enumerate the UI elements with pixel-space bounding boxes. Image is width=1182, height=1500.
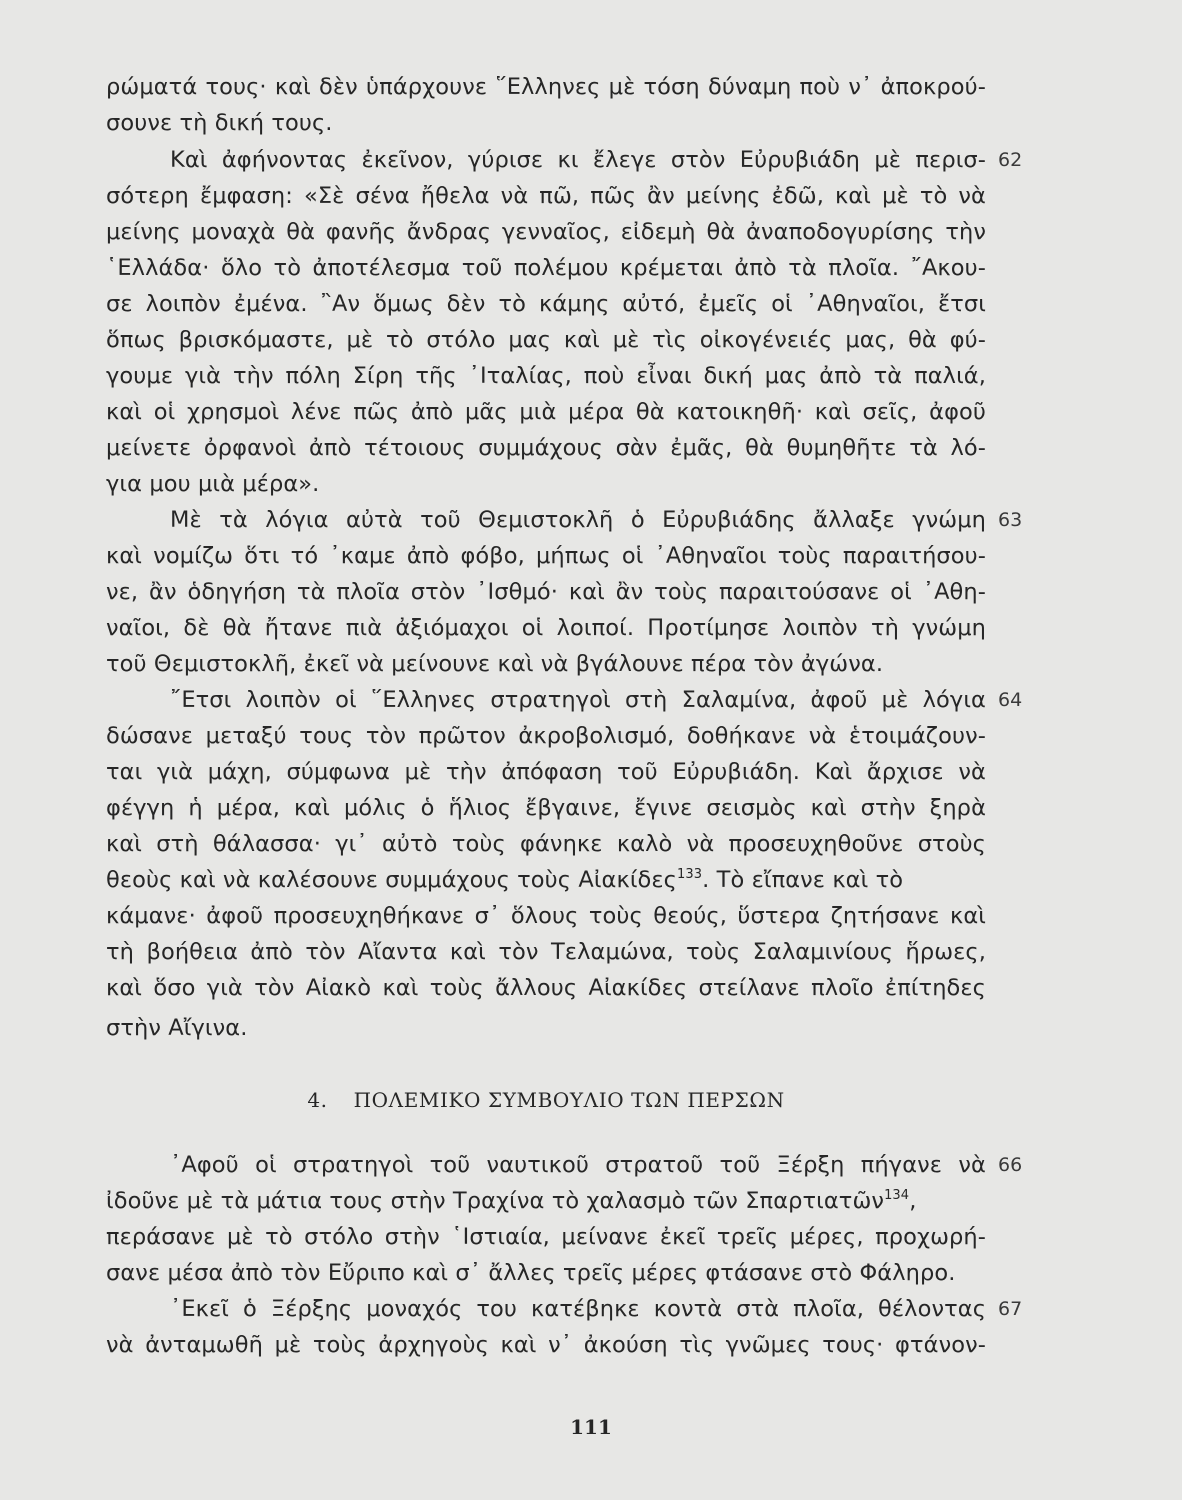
text-line: ῎Ετσι λοιπὸν οἱ ῞Ελληνες στρατηγοὶ στὴ Σαλαμίνα, ἀφοῦ μὲ λόγια bbox=[170, 687, 986, 713]
text-line: ναῖοι, δὲ θὰ ἤτανε πιὰ ἀξιόμαχοι οἱ λοιποί. Προτίμησε λοιπὸν τὴ γνώμη bbox=[106, 615, 986, 641]
margin-number: 63 bbox=[998, 509, 1023, 531]
text-line: νε, ἂν ὁδηγήση τὰ πλοῖα στὸν ᾽Ισθμό· καὶ ἂν τοὺς παραιτούσανε οἱ ᾽Αθη- bbox=[106, 579, 986, 605]
section-heading bbox=[106, 1083, 986, 1117]
text-line: καὶ ὅσο γιὰ τὸν Αἰακὸ καὶ τοὺς ἄλλους Αἰακίδες στείλανε πλοῖο ἐπίτηδες bbox=[106, 975, 986, 1001]
text-line: . Τὸ εἴπανε καὶ τὸ bbox=[702, 867, 904, 893]
text-line: καὶ οἱ χρησμοὶ λένε πῶς ἀπὸ μᾶς μιὰ μέρα θὰ κατοικηθῆ· καὶ σεῖς, ἀφοῦ bbox=[106, 399, 986, 425]
text-line: μείνετε ὀρφανοὶ ἀπὸ τέτοιους συμμάχους σὰν ἐμᾶς, θὰ θυμηθῆτε τὰ λό- bbox=[106, 435, 986, 461]
section-title: ΠΟΛΕΜΙΚΟ ΣΥΜΒΟΥΛΙΟ ΤΩΝ ΠΕΡΣΩΝ bbox=[353, 1088, 785, 1112]
text-line: σότερη ἔμφαση: «Σὲ σένα ἤθελα νὰ πῶ, πῶς ἂν μείνης ἐδῶ, καὶ μὲ τὸ νὰ bbox=[106, 183, 986, 209]
text-line: γουμε γιὰ τὴν πόλη Σίρη τῆς ᾽Ιταλίας, ποὺ εἶναι δική μας ἀπὸ τὰ παλιά, bbox=[106, 363, 986, 389]
text-line: τὴ βοήθεια ἀπὸ τὸν Αἴαντα καὶ τὸν Τελαμώνα, τοὺς Σαλαμινίους ἥρωες, bbox=[106, 939, 986, 965]
text-line: , bbox=[909, 1188, 917, 1214]
text-line: καὶ νομίζω ὅτι τό ᾽καμε ἀπὸ φόβο, μήπως οἱ ᾽Αθηναῖοι τοὺς παραιτήσου- bbox=[106, 543, 986, 569]
margin-number: 64 bbox=[998, 689, 1023, 711]
margin-number: 67 bbox=[998, 1298, 1023, 1320]
footnote-ref: 134 bbox=[884, 1188, 910, 1203]
text-line: τοῦ Θεμιστοκλῆ, ἐκεῖ νὰ μείνουνε καὶ νὰ βγάλουνε πέρα τὸν ἀγώνα. bbox=[106, 651, 884, 677]
text-line: θεοὺς καὶ νὰ καλέσουνε συμμάχους τοὺς Αἰακίδες bbox=[106, 867, 677, 893]
margin-number: 62 bbox=[998, 149, 1023, 171]
text-line-with-footnote bbox=[106, 863, 986, 897]
text-line: φέγγη ἡ μέρα, καὶ μόλις ὁ ἥλιος ἔβγαινε, ἔγινε σεισμὸς καὶ στὴν ξηρὰ bbox=[106, 795, 986, 821]
text-line: σανε μέσα ἀπὸ τὸν Εὔριπο καὶ σ᾽ ἄλλες τρεῖς μέρες φτάσανε στὸ Φάληρο. bbox=[106, 1260, 956, 1286]
text-line: δώσανε μεταξύ τους τὸν πρῶτον ἀκροβολισμό, δοθήκανε νὰ ἑτοιμάζουν- bbox=[106, 723, 986, 749]
text-line: καὶ στὴ θάλασσα· γι᾽ αὐτὸ τοὺς φάνηκε καλὸ νὰ προσευχηθοῦνε στοὺς bbox=[106, 831, 986, 857]
text-line: σε λοιπὸν ἐμένα. ῍Αν ὅμως δὲν τὸ κάμης αὐτό, ἐμεῖς οἱ ᾽Αθηναῖοι, ἔτσι bbox=[106, 291, 986, 317]
section-number: 4. bbox=[307, 1088, 328, 1112]
text-line: στὴν Αἴγινα. bbox=[106, 1015, 248, 1041]
text-line-with-footnote bbox=[106, 1184, 986, 1218]
text-line: κάμανε· ἀφοῦ προσευχηθήκανε σ᾽ ὅλους τοὺς θεούς, ὕστερα ζητήσανε καὶ bbox=[106, 903, 986, 929]
margin-number: 66 bbox=[998, 1154, 1023, 1176]
text-line: Καὶ ἀφήνοντας ἐκεῖνον, γύρισε κι ἔλεγε στὸν Εὐρυβιάδη μὲ περισ- bbox=[170, 147, 986, 173]
text-line: Μὲ τὰ λόγια αὐτὰ τοῦ Θεμιστοκλῆ ὁ Εὐρυβιάδης ἄλλαξε γνώμη bbox=[170, 507, 986, 533]
text-line: ᾽Αφοῦ οἱ στρατηγοὶ τοῦ ναυτικοῦ στρατοῦ τοῦ Ξέρξη πήγανε νὰ bbox=[170, 1152, 986, 1178]
text-line: ἰδοῦνε μὲ τὰ μάτια τους στὴν Τραχίνα τὸ χαλασμὸ τῶν Σπαρτιατῶν bbox=[106, 1188, 885, 1214]
page-number: 111 bbox=[570, 1415, 612, 1439]
text-line: ᾽Εκεῖ ὁ Ξέρξης μοναχός του κατέβηκε κοντὰ στὰ πλοῖα, θέλοντας bbox=[170, 1296, 986, 1322]
text-line: σουνε τὴ δική τους. bbox=[106, 110, 333, 136]
text-line: για μου μιὰ μέρα». bbox=[106, 471, 320, 497]
text-line: ται γιὰ μάχη, σύμφωνα μὲ τὴν ἀπόφαση τοῦ Εὐρυβιάδη. Καὶ ἄρχισε νὰ bbox=[106, 759, 986, 785]
text-line: μείνης μοναχὰ θὰ φανῆς ἄνδρας γενναῖος, εἰδεμὴ θὰ ἀναποδογυρίσης τὴν bbox=[106, 219, 986, 245]
text-line: ῾Ελλάδα· ὅλο τὸ ἀποτέλεσμα τοῦ πολέμου κρέμεται ἀπὸ τὰ πλοῖα. ῎Ακου- bbox=[106, 255, 986, 281]
text-line: περάσανε μὲ τὸ στόλο στὴν ῾Ιστιαία, μείνανε ἐκεῖ τρεῖς μέρες, προχωρή- bbox=[106, 1224, 986, 1250]
text-line: ὅπως βρισκόμαστε, μὲ τὸ στόλο μας καὶ μὲ τὶς οἰκογένειές μας, θὰ φύ- bbox=[106, 327, 986, 353]
text-line: νὰ ἀνταμωθῆ μὲ τοὺς ἀρχηγοὺς καὶ ν᾽ ἀκούση τὶς γνῶμες τους· φτάνον- bbox=[106, 1332, 986, 1358]
footnote-ref: 133 bbox=[677, 867, 703, 882]
text-line: ρώματά τους· καὶ δὲν ὑπάρχουνε ῞Ελληνες μὲ τόση δύναμη ποὺ ν᾽ ἀποκρού- bbox=[106, 74, 986, 100]
